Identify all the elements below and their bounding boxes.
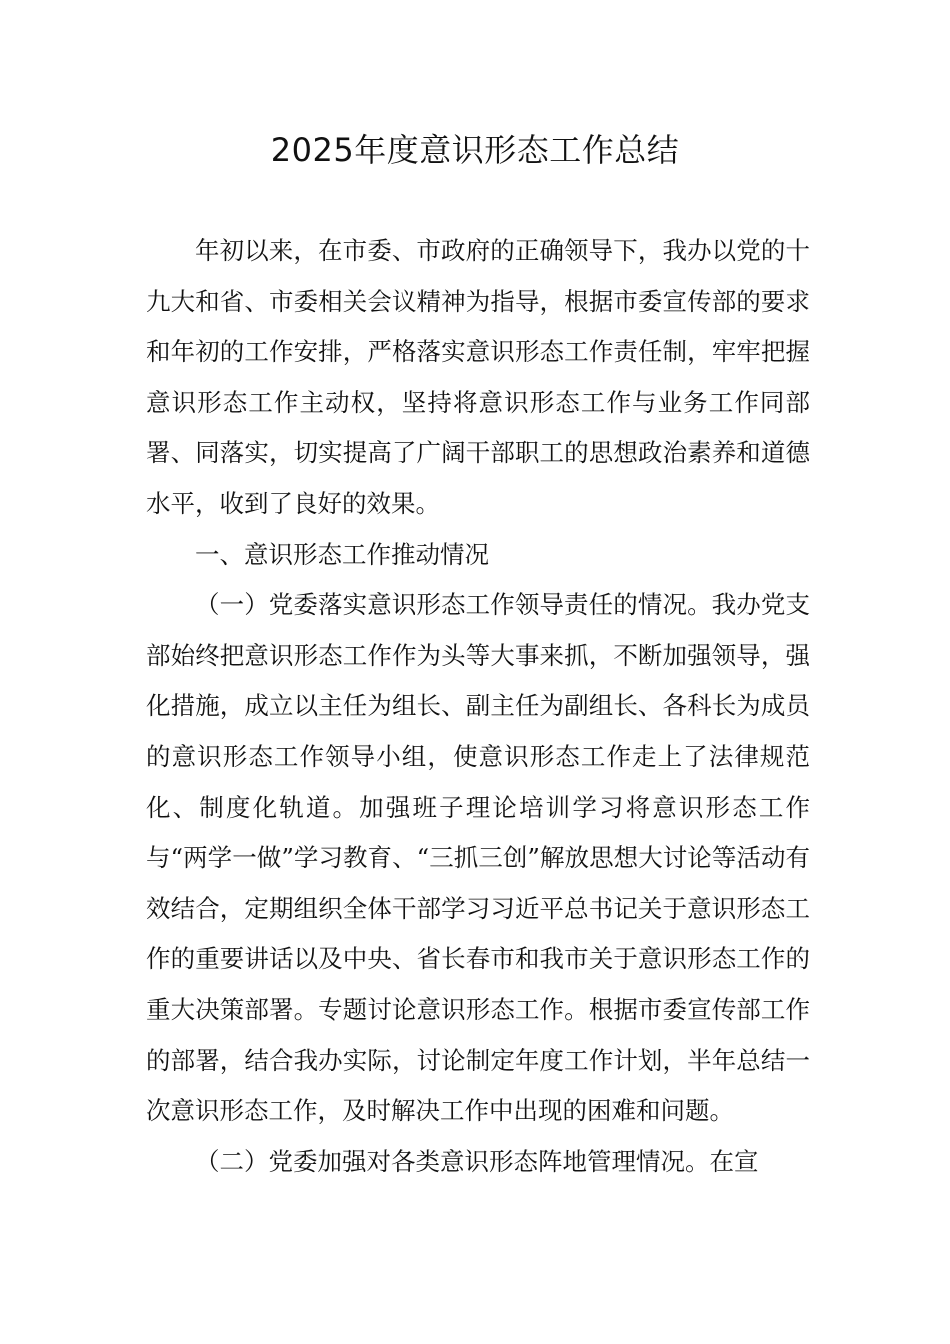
document-body: [146, 226, 810, 1187]
intro-paragraph: 年初以来，在市委、市政府的正确领导下，我办以党的十九大和省、市委相关会议精神为指导，根据市委宣传部的要求和年初的工作安排，严格落实意识形态工作责任制，牢牢把握意识形态工作主动权，坚持将意识形态工作与业务工作同部署、同落实，切实提高了广阔干部职工的思想政治素养和道德水平，收到了良好的效果。: [146, 236, 810, 518]
subsection-paragraph-1: （一）党委落实意识形态工作领导责任的情况。我办党支部始终把意识形态工作作为头等大事来抓，不断加强领导，强化措施，成立以主任为组长、副主任为副组长、各科长为成员的意识形态工作领导小组，使意识形态工作走上了法律规范化、制度化轨道。加强班子理论培训学习将意识形态工作与“两学一做”学习教育、“三抓三创”解放思想大讨论等活动有效结合，定期组织全体干部学习习近平总书记关于意识形态工作的重要讲话以及中央、省长春市和我市关于意识形态工作的重大决策部署。专题讨论意识形态工作。根据市委宣传部工作的部署，结合我办实际，讨论制定年度工作计划，半年总结一次意识形态工作，及时解决工作中出现的困难和问题。: [146, 590, 810, 1126]
document-title: 2025年度意识形态工作总结: [270, 131, 680, 169]
section-heading-1: 一、意识形态工作推动情况: [195, 539, 489, 569]
subsection-paragraph-2: （二）党委加强对各类意识形态阵地管理情况。在宣: [195, 1146, 759, 1176]
